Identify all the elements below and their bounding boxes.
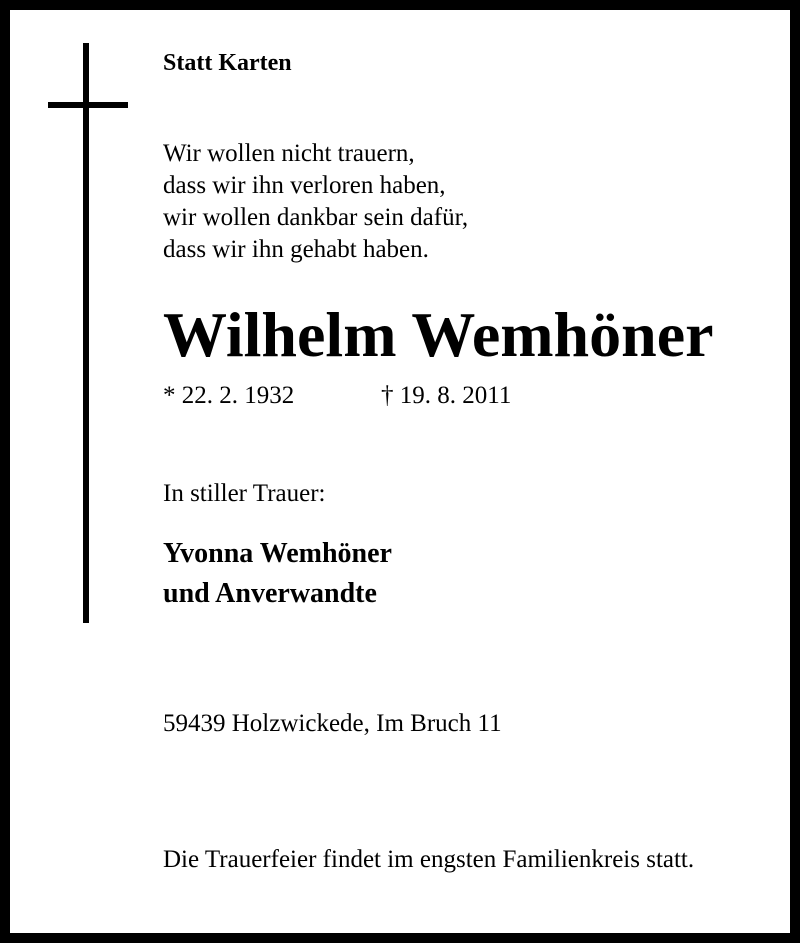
mourner-name: Yvonna Wemhöner [163, 538, 392, 569]
address: 59439 Holzwickede, Im Bruch 11 [163, 710, 502, 737]
poem-line: Wir wollen nicht trauern, [163, 140, 415, 167]
notice-header: Statt Karten [163, 50, 292, 76]
cross-icon [83, 43, 89, 623]
deceased-name: Wilhelm Wemhöner [163, 299, 714, 370]
mourner-name: und Anverwandte [163, 578, 377, 609]
birth-date: * 22. 2. 1932 [163, 382, 295, 409]
death-date: † 19. 8. 2011 [381, 382, 512, 409]
poem [163, 138, 468, 266]
mourning-label: In stiller Trauer: [163, 480, 326, 507]
mourners [163, 534, 392, 614]
cross-icon-bar [48, 102, 128, 108]
poem-line: wir wollen dankbar sein dafür, [163, 204, 469, 231]
poem-line: dass wir ihn gehabt haben. [163, 236, 429, 263]
poem-line: dass wir ihn verloren haben, [163, 172, 446, 199]
funeral-note: Die Trauerfeier findet im engsten Familienkreis statt. [163, 846, 695, 873]
